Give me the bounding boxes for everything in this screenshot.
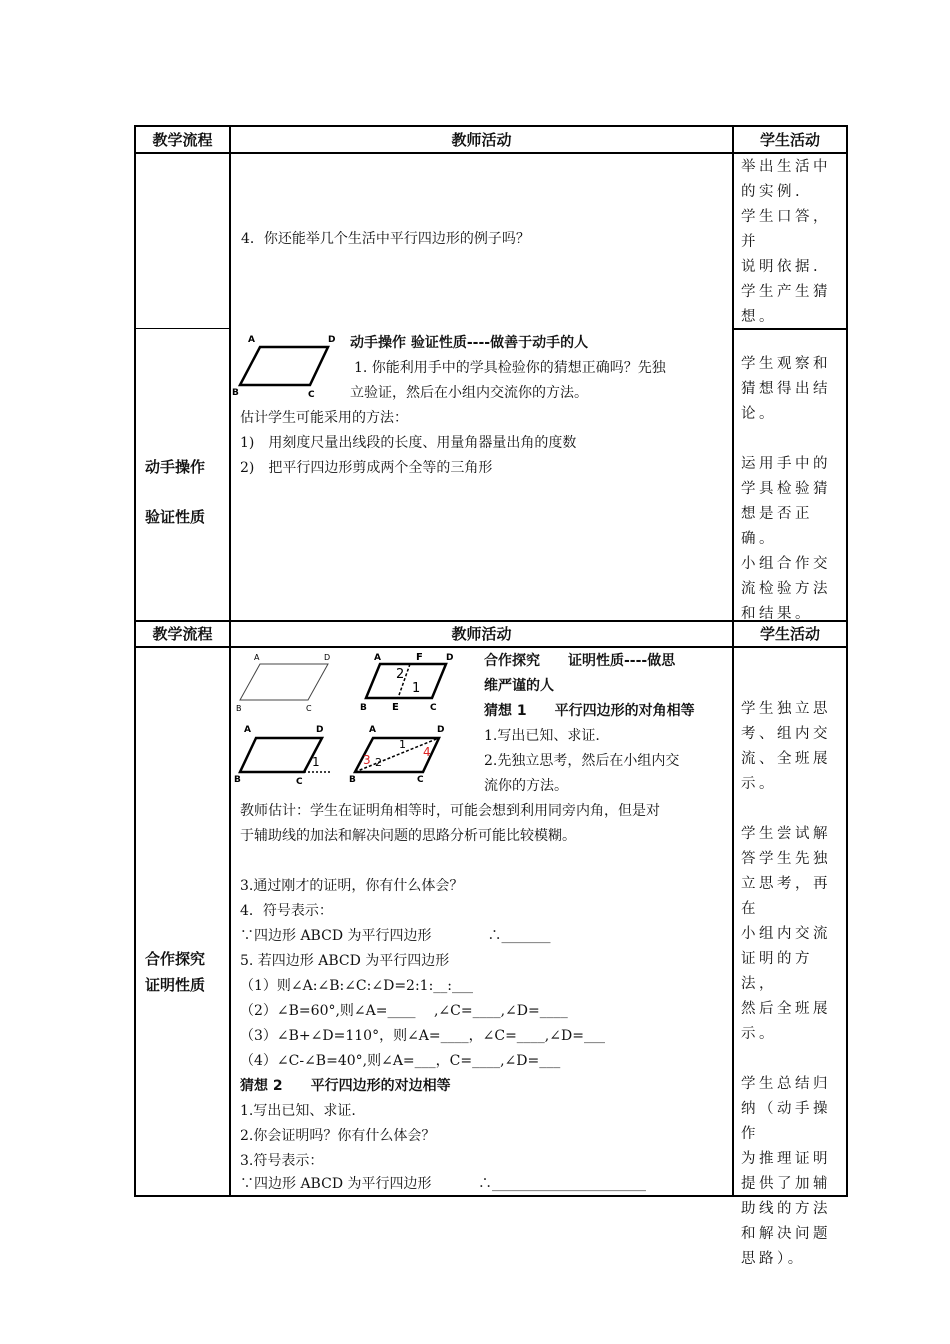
row3-teacher-estimate-line2: 于辅助线的加法和解决问题的思路分析可能比较模糊。	[240, 828, 576, 844]
student-line: 和结果。	[741, 606, 813, 622]
row3-q5-2: （2）∠B=60°,则∠A=____ ,∠C=____,∠D=____	[240, 1003, 568, 1019]
vertex-label: D	[446, 653, 454, 663]
student-line: 助线的方法	[741, 1201, 831, 1217]
student-line	[741, 797, 843, 822]
student-line: 学具检验猜	[741, 481, 831, 497]
angle-label: 1	[312, 755, 320, 769]
parallelogram-shape	[240, 347, 328, 385]
angle-label: 3	[363, 753, 371, 767]
row3-guess2: 猜想 2 平行四边形的对边相等	[240, 1078, 451, 1094]
row3-g1-step1: 1.写出已知、求证.	[484, 728, 600, 744]
student-line: 想是否正确。	[741, 506, 813, 547]
header-flow: 教学流程	[152, 131, 213, 149]
student-line: 学生观察和	[741, 356, 831, 372]
row2-question1-line1: 1. 你能利用手中的学具检验你的猜想正确吗？先独	[354, 360, 666, 376]
student-line: 学生尝试解	[741, 826, 831, 842]
vertex-label: D	[328, 335, 336, 345]
row3-because2: ∵四边形 ABCD 为平行四边形 ∴______________________	[240, 1176, 646, 1192]
student-line: 然后全班展	[741, 1001, 831, 1017]
vertex-label: E	[392, 702, 399, 713]
figure-parallelogram-extended	[232, 718, 352, 784]
row3-flow-line2: 证明性质	[145, 976, 206, 994]
row2-estimate: 估计学生可能采用的方法：	[240, 410, 408, 426]
table-left-border	[134, 125, 136, 1196]
header2-flow: 教学流程	[152, 625, 213, 643]
angle-label: 2	[396, 667, 405, 682]
row3-g2-step2: 2.你会证明吗？你有什么体会？	[240, 1128, 436, 1144]
student-line: 学生独立思	[741, 701, 831, 717]
row3-heading-line1: 合作探究 证明性质----做思	[484, 653, 676, 669]
row1-bottom-border	[134, 328, 230, 329]
parallelogram-shape	[240, 738, 322, 772]
student-line	[741, 427, 843, 452]
vertex-label: C	[306, 704, 312, 713]
student-line: 立思考，再在	[741, 876, 831, 917]
table-top-border	[134, 125, 848, 127]
student-line: 学生口答，并	[741, 209, 831, 250]
row3-q5-4: （4）∠C-∠B=40°,则∠A=___，C=____,∠D=___	[240, 1053, 561, 1069]
student-line: 说明依据.	[741, 259, 822, 275]
student-line: 答学生先独	[741, 851, 831, 867]
vertex-label: D	[324, 653, 331, 662]
vertex-label: D	[437, 725, 445, 735]
header-teacher: 教师活动	[451, 131, 512, 149]
student-line: 猜想得出结	[741, 381, 831, 397]
angle-label: 1	[399, 738, 406, 751]
student-line: 考、组内交	[741, 726, 831, 742]
header2-bottom-border	[134, 646, 848, 648]
row2-student-activity	[741, 352, 843, 627]
vertex-label: B	[360, 703, 367, 713]
row2-question1-line2: 立验证，然后在小组内交流你的方法。	[350, 385, 588, 401]
parallelogram-shape	[240, 664, 328, 700]
student-line: 的实例.	[741, 184, 804, 200]
student-line: 小组合作交	[741, 556, 831, 572]
student-line: 小组内交流	[741, 926, 831, 942]
col1-divider	[229, 125, 231, 1196]
vertex-label: B	[349, 775, 356, 784]
student-line: 示。	[741, 1026, 777, 1042]
student-line: 提供了加辅	[741, 1176, 831, 1192]
student-line: 流、全班展	[741, 751, 831, 767]
figure-parallelogram-ef	[358, 648, 458, 714]
row2-flow-line2: 验证性质	[145, 508, 206, 526]
student-line: 学生总结归	[741, 1076, 831, 1092]
student-line: 学生产生猜	[741, 284, 831, 300]
row3-g1-step2-line2: 流你的方法。	[484, 778, 568, 794]
vertex-label: F	[416, 652, 423, 663]
student-line: 举出生活中	[741, 159, 831, 175]
vertex-label: C	[430, 703, 437, 713]
angle-label: 4	[423, 745, 431, 759]
col2-divider	[732, 125, 734, 1196]
vertex-label: C	[417, 775, 424, 784]
student-line: 论。	[741, 406, 777, 422]
row3-teacher-estimate-line1: 教师估计：学生在证明角相等时，可能会想到利用同旁内角，但是对	[240, 803, 660, 819]
vertex-label: A	[374, 653, 381, 663]
table-right-border	[846, 125, 848, 1196]
row3-q5-1: （1）则∠A:∠B:∠C:∠D=2:1:__:___	[240, 978, 474, 994]
header1-bottom-border	[134, 152, 848, 154]
row2-heading: 动手操作 验证性质----做善于动手的人	[350, 335, 589, 351]
student-line: 运用手中的	[741, 456, 831, 472]
row3-g2-step1: 1.写出已知、求证.	[240, 1103, 356, 1119]
vertex-label: A	[254, 653, 260, 662]
parallelogram-figure	[232, 330, 344, 400]
figure-parallelogram-plain	[232, 650, 344, 714]
row3-g2-step3: 3.符号表示：	[240, 1153, 324, 1169]
student-line: 纳（动手操作	[741, 1101, 831, 1142]
angle-label: 1	[412, 681, 421, 696]
student-line: 示。	[741, 776, 777, 792]
row3-step4: 4．符号表示：	[240, 903, 333, 919]
row2-method2: 2) 把平行四边形剪成两个全等的三角形	[240, 460, 493, 476]
figure-parallelogram-diagonal	[345, 718, 457, 784]
row3-heading-line2: 维严谨的人	[484, 678, 554, 694]
row1-teacher-text: 4．你还能举几个生活中平行四边形的例子吗？	[241, 231, 530, 247]
row3-step3: 3.通过刚才的证明，你有什么体会？	[240, 878, 464, 894]
row2-method1: 1) 用刻度尺量出线段的长度、用量角器量出角的度数	[240, 435, 577, 451]
vertex-label: A	[369, 725, 376, 735]
parallelogram-shape	[366, 664, 446, 698]
student-line: 思路）。	[741, 1251, 806, 1267]
student-line: 流检验方法	[741, 581, 831, 597]
header2-teacher: 教师活动	[451, 625, 512, 643]
row2-flow-line1: 动手操作	[145, 458, 206, 476]
row3-g1-step2-line1: 2.先独立思考，然后在小组内交	[484, 753, 680, 769]
row3-q5-3: （3）∠B+∠D=110°，则∠A=____，∠C=____,∠D=___	[240, 1028, 605, 1044]
vertex-label: A	[244, 725, 251, 735]
angle-label: 2	[375, 756, 382, 769]
row3-step5: 5. 若四边形 ABCD 为平行四边形	[240, 953, 450, 969]
student-line: 想。	[741, 309, 777, 325]
row3-student-activity	[741, 697, 843, 1272]
row1-student-activity	[741, 155, 843, 330]
student-line	[741, 1047, 843, 1072]
row3-guess1: 猜想 1 平行四边形的对角相等	[484, 703, 695, 719]
vertex-label: D	[316, 725, 324, 735]
student-line: 证明的方法，	[741, 951, 813, 992]
vertex-label: C	[296, 777, 303, 784]
header2-student: 学生活动	[759, 625, 820, 643]
header-student: 学生活动	[759, 131, 820, 149]
student-line: 和解决问题	[741, 1226, 831, 1242]
vertex-label: B	[232, 388, 239, 398]
row3-because1: ∵四边形 ABCD 为平行四边形 ∴_______	[240, 928, 551, 944]
vertex-label: B	[236, 704, 242, 713]
student-line: 为推理证明	[741, 1151, 831, 1167]
vertex-label: B	[234, 775, 241, 784]
vertex-label: C	[308, 390, 315, 400]
row3-flow-line1: 合作探究	[145, 950, 206, 968]
vertex-label: A	[248, 335, 255, 345]
